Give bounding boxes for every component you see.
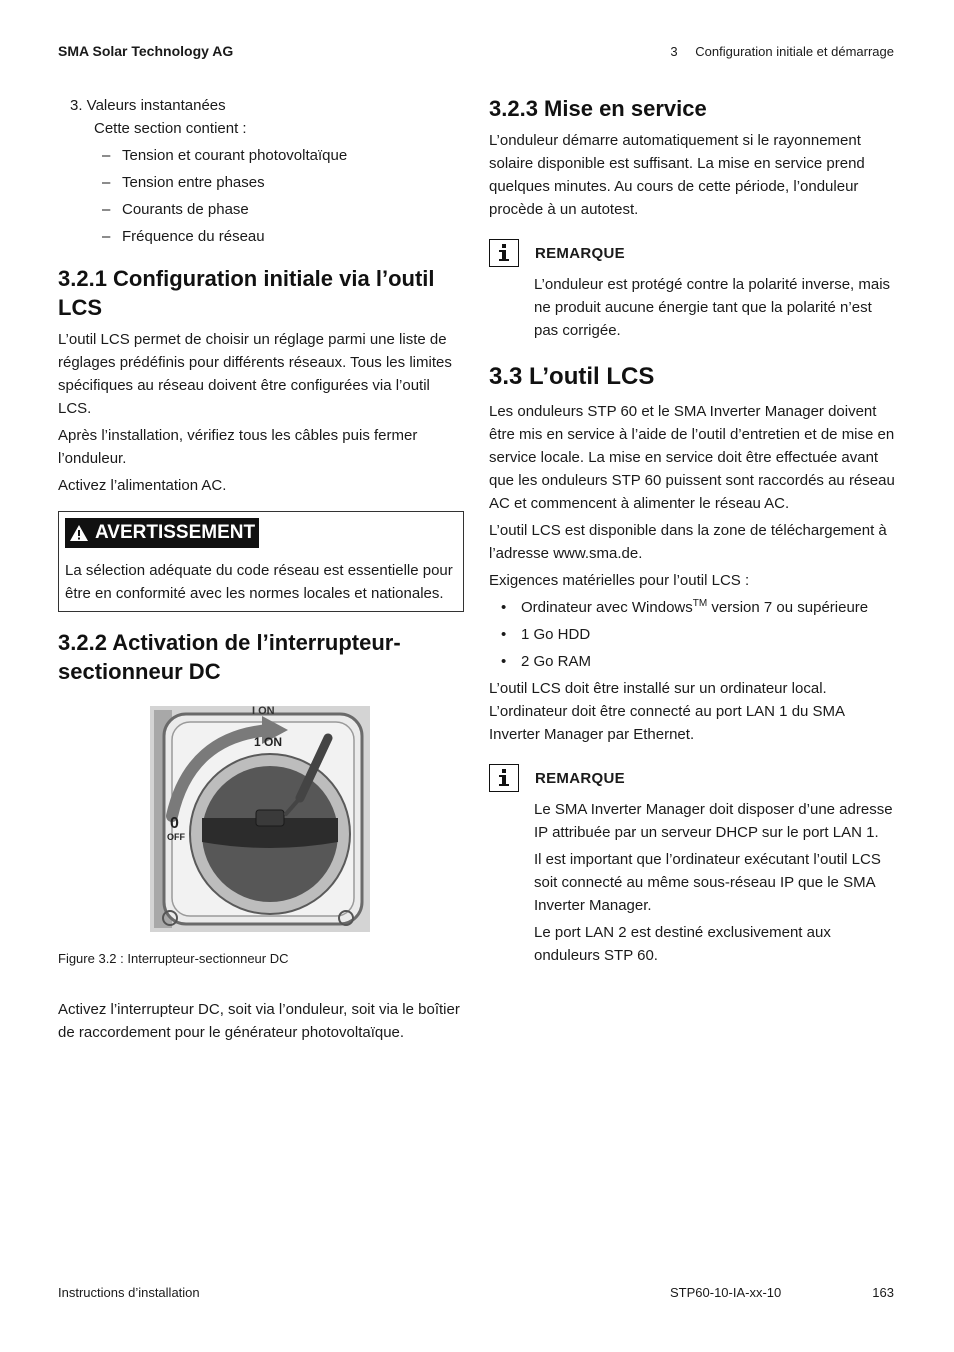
footer-doc-code: STP60-10-IA-xx-10 xyxy=(670,1285,782,1300)
section-3-3-paragraph: L’outil LCS doit être installé sur un ordinateur local. L’ordinateur doit être connecté au port LAN 1 du SMA Inverter Manager par Ethernet. xyxy=(489,680,845,743)
warning-box xyxy=(58,511,464,612)
section-3-2-1-paragraph: L’outil LCS permet de choisir un réglage parmi une liste de réglages prédéfinis pour différents réseaux. Tous les limites spécifiques au réseau doivent être configurées via l’outil LCS. xyxy=(58,331,452,417)
list-item xyxy=(489,596,895,619)
dc-switch-off-number: 0 xyxy=(170,815,179,832)
dc-switch-illustration xyxy=(150,706,370,932)
list-item: – Tension entre phases xyxy=(58,171,464,194)
info-icon xyxy=(489,764,519,792)
figure-caption: Figure 3.2 : Interrupteur-sectionneur DC xyxy=(58,951,289,966)
info-icon xyxy=(489,239,519,267)
note-text: Le port LAN 2 est destiné exclusivement aux onduleurs STP 60. xyxy=(534,924,831,964)
header-company: SMA Solar Technology AG xyxy=(58,43,234,59)
note-header xyxy=(489,764,895,792)
warning-title: AVERTISSEMENT xyxy=(95,522,256,543)
dc-switch-on-label-top: I ON xyxy=(252,706,275,717)
note-text: Il est important que l’ordinateur exécutant l’outil LCS soit connecté au même sous-réseau IP que le SMA Inverter Manager. xyxy=(534,851,881,914)
instant-values-intro: Cette section contient : xyxy=(94,120,247,137)
dc-switch-off-label: OFF xyxy=(167,832,185,842)
warning-triangle-icon xyxy=(69,524,89,542)
right-column xyxy=(489,94,895,975)
list-item: – Fréquence du réseau xyxy=(58,225,464,248)
footer-doc-title: Instructions d’installation xyxy=(58,1285,200,1300)
section-3-2-2-title: 3.2.2 Activation de l’interrupteur-sectionneur DC xyxy=(58,630,401,684)
section-3-2-1-title: 3.2.1 Configuration initiale via l’outil LCS xyxy=(58,266,435,320)
list-item: – Courants de phase xyxy=(58,198,464,221)
section-3-3-title: 3.3 L’outil LCS xyxy=(489,363,655,390)
section-3-3-paragraph: Les onduleurs STP 60 et le SMA Inverter Manager doivent être mis en service à l’aide de l’outil d’entretien et de mise en service locale. La mise en service doit être effectuée avant que les onduleurs STP 60 puissent sont raccordés au réseau AC et commencent à alimenter le réseau AC. xyxy=(489,403,895,512)
section-3-2-1-paragraph: Activez l’alimentation AC. xyxy=(58,477,227,494)
left-column xyxy=(58,94,464,1048)
list-item: • 1 Go HDD xyxy=(489,623,895,646)
header-chapter-title: Configuration initiale et démarrage xyxy=(695,44,894,59)
dc-switch-on-label: 1 ON xyxy=(254,735,283,749)
warning-label xyxy=(65,518,259,548)
section-3-2-3-paragraph: L’onduleur démarre automatiquement si le rayonnement solaire disponible est suffisant. La mise en service prend quelques minutes. Au cours de cette période, l’onduleur procède à un autotest. xyxy=(489,132,865,218)
note-text: L’onduleur est protégé contre la polarité inverse, mais ne produit aucune énergie tant que la polarité n’est pas corrigée. xyxy=(534,276,891,339)
note-text: Le SMA Inverter Manager doit disposer d’une adresse IP attribuée par un serveur DHCP sur le port LAN 1. xyxy=(534,801,893,841)
list-item: – Tension et courant photovoltaïque xyxy=(58,144,464,167)
req-windows-text: Ordinateur avec Windows xyxy=(521,599,693,616)
instant-values-list xyxy=(58,144,464,248)
header-chapter-number: 3 xyxy=(670,44,678,59)
section-3-3-paragraph: L’outil LCS est disponible dans la zone de téléchargement à l’adresse www.sma.de. xyxy=(489,522,887,562)
section-3-3-paragraph: Exigences matérielles pour l’outil LCS : xyxy=(489,572,750,589)
section-3-2-1-paragraph: Après l’installation, vérifiez tous les câbles puis fermer l’onduleur. xyxy=(58,427,418,467)
trademark-sup: TM xyxy=(692,598,708,609)
note-body xyxy=(534,798,895,967)
warning-text: La sélection adéquate du code réseau est essentielle pour être en conformité avec les normes locales et nationales. xyxy=(65,562,453,602)
instant-values-heading: 3. Valeurs instantanées xyxy=(70,97,226,114)
section-3-2-2-paragraph: Activez l’interrupteur DC, soit via l’onduleur, soit via le boîtier de raccordement pour le générateur photovoltaïque. xyxy=(58,1001,460,1041)
section-3-2-3-title: 3.2.3 Mise en service xyxy=(489,96,707,121)
note-title: REMARQUE xyxy=(535,244,625,262)
footer-page-number: 163 xyxy=(872,1285,894,1300)
instant-values-item xyxy=(70,94,464,140)
req-windows-version: version 7 ou supérieure xyxy=(707,599,869,616)
header-chapter xyxy=(670,44,894,59)
note-network xyxy=(489,764,895,967)
hardware-requirements-list xyxy=(489,596,895,673)
note-header xyxy=(489,239,895,267)
note-body xyxy=(534,273,895,342)
note-title: REMARQUE xyxy=(535,769,625,787)
list-item: • 2 Go RAM xyxy=(489,650,895,673)
note-polarity xyxy=(489,239,895,342)
